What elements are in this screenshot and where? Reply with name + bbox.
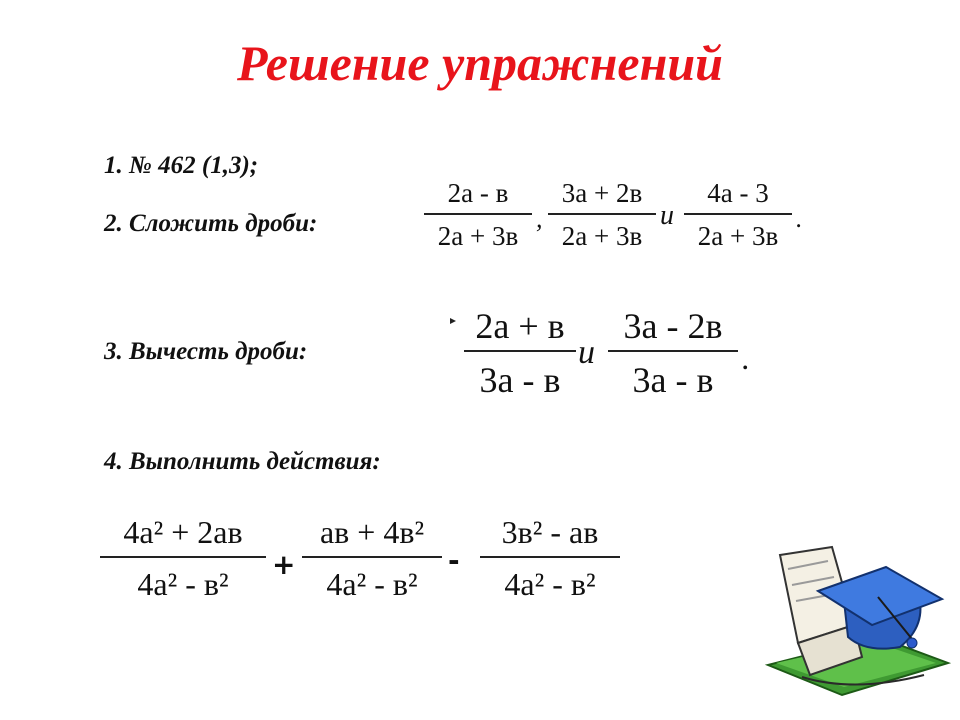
action-fraction-2 bbox=[302, 516, 442, 600]
fraction-denominator: 2а + 3в bbox=[437, 221, 519, 251]
sub-fraction-2 bbox=[608, 308, 738, 398]
fraction-bar bbox=[608, 350, 738, 352]
add-fraction-1 bbox=[424, 180, 532, 250]
task-1: 1. № 462 (1,3); bbox=[104, 152, 259, 179]
separator-and: и bbox=[578, 334, 595, 371]
fraction-bar bbox=[684, 213, 792, 215]
action-fraction-1 bbox=[100, 516, 266, 600]
fraction-denominator: 4а² - в² bbox=[137, 566, 229, 602]
bullet-marker-icon bbox=[450, 318, 456, 324]
fraction-bar bbox=[302, 556, 442, 558]
slide-title: Решение упражнений bbox=[237, 35, 723, 91]
fraction-numerator: 3в² - ав bbox=[501, 514, 599, 550]
fraction-bar bbox=[548, 213, 656, 215]
fraction-bar bbox=[464, 350, 576, 352]
separator-comma: , bbox=[536, 204, 543, 233]
fraction-denominator: 3а - в bbox=[632, 360, 714, 400]
separator-period: . bbox=[742, 340, 750, 376]
fraction-numerator: 3а + 2в bbox=[561, 178, 643, 208]
fraction-denominator: 2а + 3в bbox=[561, 221, 643, 251]
action-fraction-3 bbox=[480, 516, 620, 600]
fraction-denominator: 2а + 3в bbox=[697, 221, 779, 251]
add-fraction-2 bbox=[548, 180, 656, 250]
graduation-cap-clipart-icon bbox=[758, 545, 954, 715]
fraction-numerator: 3а - 2в bbox=[623, 306, 723, 346]
fraction-numerator: 2а - в bbox=[447, 178, 509, 208]
fraction-denominator: 4а² - в² bbox=[504, 566, 596, 602]
fraction-denominator: 3а - в bbox=[479, 360, 561, 400]
fraction-bar bbox=[100, 556, 266, 558]
task-3: 3. Вычесть дроби: bbox=[104, 338, 308, 365]
add-fraction-3 bbox=[684, 180, 792, 250]
fraction-numerator: 4а² + 2ав bbox=[123, 514, 243, 550]
fraction-bar bbox=[480, 556, 620, 558]
fraction-numerator: 2а + в bbox=[475, 306, 565, 346]
sub-fraction-1 bbox=[464, 308, 576, 398]
plus-operator: + bbox=[272, 548, 296, 581]
fraction-numerator: ав + 4в² bbox=[319, 514, 425, 550]
separator-and: и bbox=[660, 200, 674, 231]
separator-period: . bbox=[796, 204, 803, 233]
minus-operator: - bbox=[448, 544, 460, 577]
task-2: 2. Сложить дроби: bbox=[104, 210, 318, 237]
fraction-denominator: 4а² - в² bbox=[326, 566, 418, 602]
fraction-numerator: 4а - 3 bbox=[707, 178, 769, 208]
task-4: 4. Выполнить действия: bbox=[104, 448, 381, 475]
fraction-bar bbox=[424, 213, 532, 215]
